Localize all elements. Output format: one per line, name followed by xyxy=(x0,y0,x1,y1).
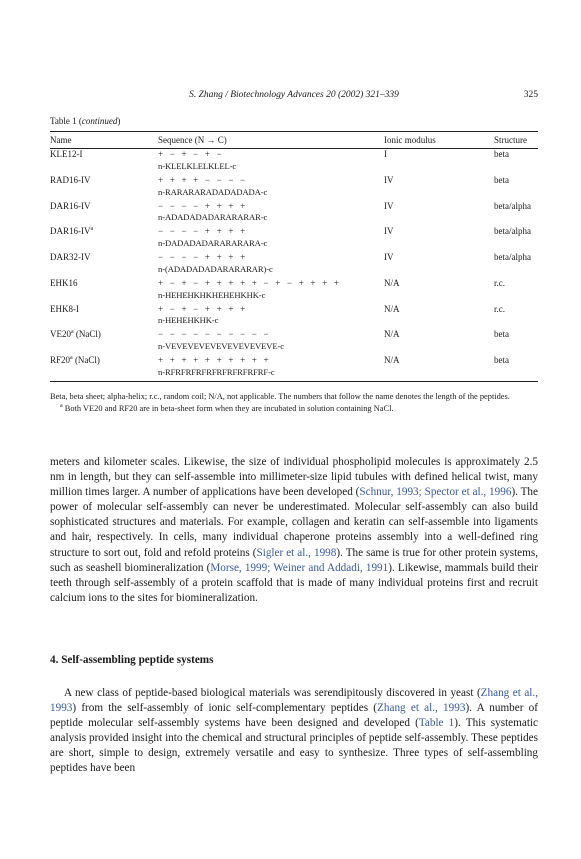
structure-cell: beta/alpha xyxy=(494,200,531,211)
peptide-name: EHK8-I xyxy=(50,303,79,314)
peptide-name: KLE12-I xyxy=(50,149,83,159)
table-footnote-abbreviations: Beta, beta sheet; alpha-helix; r.c., random coil; N/A, not applicable. The numbers that follow the name denotes the length of the peptides. xyxy=(50,392,510,401)
paragraph-text: A new class of peptide-based biological materials was serendipitously discovered in yeast ( xyxy=(64,687,481,699)
peptide-name-cell xyxy=(50,201,158,227)
structure-cell: r.c. xyxy=(494,277,505,288)
peptide-sequence: n-KLELKLELKLEL-c xyxy=(158,160,237,171)
sequence-cell xyxy=(158,201,384,227)
peptide-name: VE20 xyxy=(50,329,71,340)
charge-pattern: − − − − − − − − − − xyxy=(158,329,271,340)
table-row xyxy=(50,355,538,381)
paragraph-text: ). This systematic analysis provided insight into the chemical and structural principles of peptide self-assembly. These peptides are short, simple to design, extremely versatile and easy to synthesize. Three types of self-assembling peptides have been xyxy=(50,717,539,775)
charge-pattern: − − − − + + + + xyxy=(158,252,248,263)
ionic-modulus-cell: N/A xyxy=(384,303,400,314)
table-footnotes xyxy=(50,391,538,414)
sequence-cell xyxy=(158,149,384,175)
ionic-modulus-cell: I xyxy=(384,149,387,159)
peptide-name: DAR16-IV xyxy=(50,226,91,237)
table-reference-link[interactable]: Table 1 xyxy=(418,717,455,730)
footnote-mark: a xyxy=(71,329,74,336)
header-structure: Structure xyxy=(494,135,527,145)
table-caption-prefix: Table 1 ( xyxy=(50,116,82,126)
peptide-sequence: n-ADADADADARARARAR-c xyxy=(158,212,268,223)
charge-pattern: − − − − + + + + xyxy=(158,200,248,211)
sequence-cell xyxy=(158,355,384,381)
footnote-mark: a xyxy=(90,226,94,233)
sequence-cell xyxy=(158,175,384,201)
peptide-sequence: n-RFRFRFRFRFRFRFRFRFRF-c xyxy=(158,367,275,378)
structure-cell: beta xyxy=(494,149,509,159)
sequence-cell xyxy=(158,226,384,252)
citation-link[interactable]: Morse, 1999; Weiner and Addadi, 1991 xyxy=(210,561,389,574)
structure-cell: r.c. xyxy=(494,303,505,314)
structure-cell: beta xyxy=(494,174,509,185)
body-paragraph-2 xyxy=(50,686,538,777)
peptide-name-cell xyxy=(50,252,158,278)
peptide-name: DAR32-IV xyxy=(50,252,91,263)
table-caption-continued: continued xyxy=(81,116,118,126)
sequence-cell xyxy=(158,252,384,278)
table-row xyxy=(50,278,538,304)
header-sequence: Sequence (N → C) xyxy=(158,135,227,145)
charge-pattern: + − + − + + + + + − + − + + + + xyxy=(158,277,342,288)
body-paragraph-1 xyxy=(50,455,538,606)
peptide-sequence: n-DADADADARARARARA-c xyxy=(158,238,268,249)
structure-cell: beta xyxy=(494,329,509,340)
page-number: 325 xyxy=(523,90,538,100)
table-caption-suffix: ) xyxy=(117,116,121,126)
peptide-name-cell xyxy=(50,304,158,330)
table-row xyxy=(50,201,538,227)
charge-pattern: − − − − + + + + xyxy=(158,226,248,237)
peptide-sequence: n-VEVEVEVEVEVEVEVEVEVE-c xyxy=(158,341,284,352)
header-ionic-modulus: Ionic modulus xyxy=(384,135,436,145)
footnote-mark: a xyxy=(70,355,73,362)
table-caption xyxy=(50,116,120,126)
citation-link[interactable]: Schnur, 1993; Spector et al., 1996 xyxy=(359,486,512,499)
peptide-sequence: n-HEHEHKHKHEHEHKHK-c xyxy=(158,289,266,300)
peptide-name-cell xyxy=(50,175,158,201)
charge-pattern: + + + + + + + + + + xyxy=(158,355,271,366)
peptide-name: EHK16 xyxy=(50,277,78,288)
peptide-name-cell xyxy=(50,355,158,381)
running-head-journal: S. Zhang / Biotechnology Advances 20 (2002) 321–339 xyxy=(189,90,399,100)
table-footnote-a xyxy=(50,403,538,415)
running-head xyxy=(50,90,538,104)
sequence-cell xyxy=(158,304,384,330)
paragraph-text: meters and kilometer scales. Likewise, the size of individual phospholipid molecules is approximately 2.5 nm in length, but they can self-assemble into millimeter-size lipid tubules with defined helical twist, many million times larger. A number of applications have been developed ( xyxy=(50,456,538,499)
charge-pattern: + − + − + + + + xyxy=(158,303,248,314)
structure-cell: beta/alpha xyxy=(494,252,531,263)
paragraph-text: ). The same is true for other protein systems, such as seashell biomineralization ( xyxy=(50,546,538,574)
footnote-mark: a xyxy=(60,402,63,409)
peptide-name: RF20 xyxy=(50,355,71,366)
peptide-name-cell xyxy=(50,329,158,355)
peptide-name-cell xyxy=(50,226,158,252)
peptide-name: DAR16-IV xyxy=(50,200,91,211)
citation-link[interactable]: Zhang et al., 1993 xyxy=(50,687,538,715)
table-row xyxy=(50,175,538,201)
table-body xyxy=(50,149,538,382)
paragraph-text: ). A number of peptide molecular self-assembly systems have been designed and developed ( xyxy=(50,702,538,730)
table-row xyxy=(50,226,538,252)
paragraph-text: ). The power of molecular self-assembly can never be underestimated. Molecular self-assembly can also build sophisticated structures and materials. For example, collagen and keratin can self-assemble into ligaments and hair, respectively. In cells, many individual chaperone proteins assembly into a well-defined ring structure to sort out, fold and refold proteins ( xyxy=(50,486,538,559)
sequence-cell xyxy=(158,278,384,304)
table-row xyxy=(50,149,538,175)
charge-pattern: + + + + − − − − xyxy=(158,174,248,185)
ionic-modulus-cell: N/A xyxy=(384,277,400,288)
table-row xyxy=(50,304,538,330)
paragraph-text: ). Likewise, mammals build their teeth through self-assembly of a protein scaffold that is made of many individual proteins first and recruit calcium ions to the sites for biomineralization. xyxy=(50,561,539,604)
peptide-name-cell xyxy=(50,278,158,304)
table-header-row xyxy=(50,132,538,149)
ionic-modulus-cell: IV xyxy=(384,226,394,237)
table-row xyxy=(50,329,538,355)
table-row xyxy=(50,252,538,278)
peptide-sequence: n-RARARARADADADADA-c xyxy=(158,186,268,197)
peptide-name: RAD16-IV xyxy=(50,174,91,185)
citation-link[interactable]: Zhang et al., 1993 xyxy=(377,702,466,715)
footnote-a-text: Both VE20 and RF20 are in beta-sheet form when they are incubated in solution containing NaCl. xyxy=(64,403,394,413)
structure-cell: beta/alpha xyxy=(494,226,531,237)
citation-link[interactable]: Sigler et al., 1998 xyxy=(256,546,337,559)
peptide-table xyxy=(50,131,538,382)
ionic-modulus-cell: IV xyxy=(384,200,394,211)
ionic-modulus-cell: N/A xyxy=(384,329,400,340)
charge-pattern: + − + − + − xyxy=(158,149,224,159)
peptide-sequence: n-(ADADADADARARARAR)-c xyxy=(158,263,273,274)
peptide-sequence: n-HEHEHKHK-c xyxy=(158,315,219,326)
ionic-modulus-cell: N/A xyxy=(384,355,400,366)
sequence-cell xyxy=(158,329,384,355)
peptide-name-cell xyxy=(50,149,158,175)
peptide-name-suffix: (NaCl) xyxy=(73,329,101,340)
section-heading: 4. Self-assembling peptide systems xyxy=(50,654,214,666)
header-name: Name xyxy=(50,135,72,145)
peptide-name-suffix: (NaCl) xyxy=(72,355,100,366)
paragraph-text: ) from the self-assembly of ionic self-complementary peptides ( xyxy=(72,702,378,715)
ionic-modulus-cell: IV xyxy=(384,252,394,263)
structure-cell: beta xyxy=(494,355,509,366)
ionic-modulus-cell: IV xyxy=(384,174,394,185)
